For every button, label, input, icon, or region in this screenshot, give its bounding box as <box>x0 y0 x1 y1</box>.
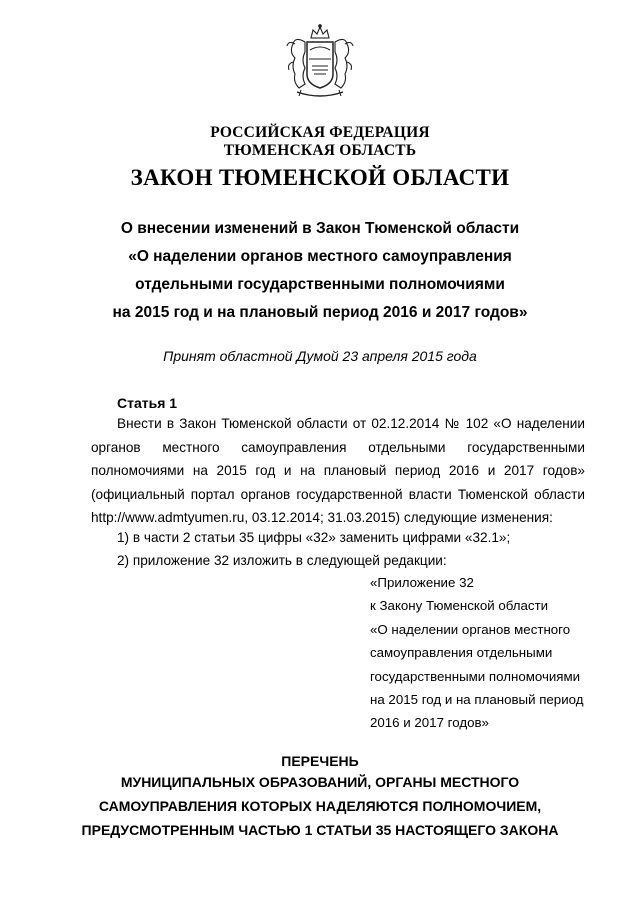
paragraph-line: (официальный портал органов государственной власти Тюменской области <box>91 486 585 502</box>
change-item-2: 2) приложение 32 изложить в следующей редакции: <box>117 553 447 568</box>
subject-line-3: отдельными государственными полномочиями <box>135 276 505 293</box>
annex-line: самоуправления отдельными <box>370 645 553 661</box>
annex-line: «О наделении органов местного <box>370 621 571 637</box>
annex-line: государственными полномочиями <box>370 668 581 684</box>
country-name: РОССИЙСКАЯ ФЕДЕРАЦИЯ <box>210 124 430 141</box>
annex-line: на 2015 год и на плановый период <box>370 692 584 708</box>
subject-line-1: О внесении изменений в Закон Тюменской области <box>120 220 520 237</box>
paragraph-line: полномочиями на 2015 год и на плановый период 2016 и 2017 годов» <box>91 463 585 478</box>
paragraph-line: органов местного самоуправления отдельными государственными <box>91 439 585 455</box>
change-item-1: 1) в части 2 статьи 35 цифры «32» заменить цифрами «32.1»; <box>117 530 511 545</box>
coat-of-arms-emblem <box>283 22 357 102</box>
annex-line: 2016 и 2017 годов» <box>370 715 489 731</box>
region-name: ТЮМЕНСКАЯ ОБЛАСТЬ <box>223 142 417 159</box>
article-heading: Статья 1 <box>117 395 178 411</box>
paragraph-line: Внести в Закон Тюменской области от 02.12.2014 № 102 «О наделении <box>117 416 585 431</box>
list-heading-line-4: ПРЕДУСМОТРЕННЫМ ЧАСТЬЮ 1 СТАТЬИ 35 НАСТОЯЩЕГО ЗАКОНА <box>81 822 559 838</box>
law-title: ЗАКОН ТЮМЕНСКОЙ ОБЛАСТИ <box>130 165 510 190</box>
list-heading-line-2: МУНИЦИПАЛЬНЫХ ОБРАЗОВАНИЙ, ОРГАНЫ МЕСТНОГО <box>120 774 520 790</box>
subject-line-4: на 2015 год и на плановый период 2016 и 2017 годов» <box>112 304 528 321</box>
list-heading-line-1: ПЕРЕЧЕНЬ <box>281 753 359 769</box>
annex-header-block <box>370 571 610 735</box>
article-paragraph <box>91 412 585 530</box>
list-heading-line-3: САМОУПРАВЛЕНИЯ КОТОРЫХ НАДЕЛЯЮТСЯ ПОЛНОМОЧИЕМ, <box>98 798 542 814</box>
annex-line: к Закону Тюменской области <box>370 598 549 614</box>
paragraph-line: http://www.admtyumen.ru, 03.12.2014; 31.03.2015) следующие изменения: <box>91 510 553 525</box>
subject-line-2: «О наделении органов местного самоуправления <box>128 248 512 265</box>
annex-line: «Приложение 32 <box>370 575 474 590</box>
adoption-note: Принят областной Думой 23 апреля 2015 года <box>163 348 477 364</box>
